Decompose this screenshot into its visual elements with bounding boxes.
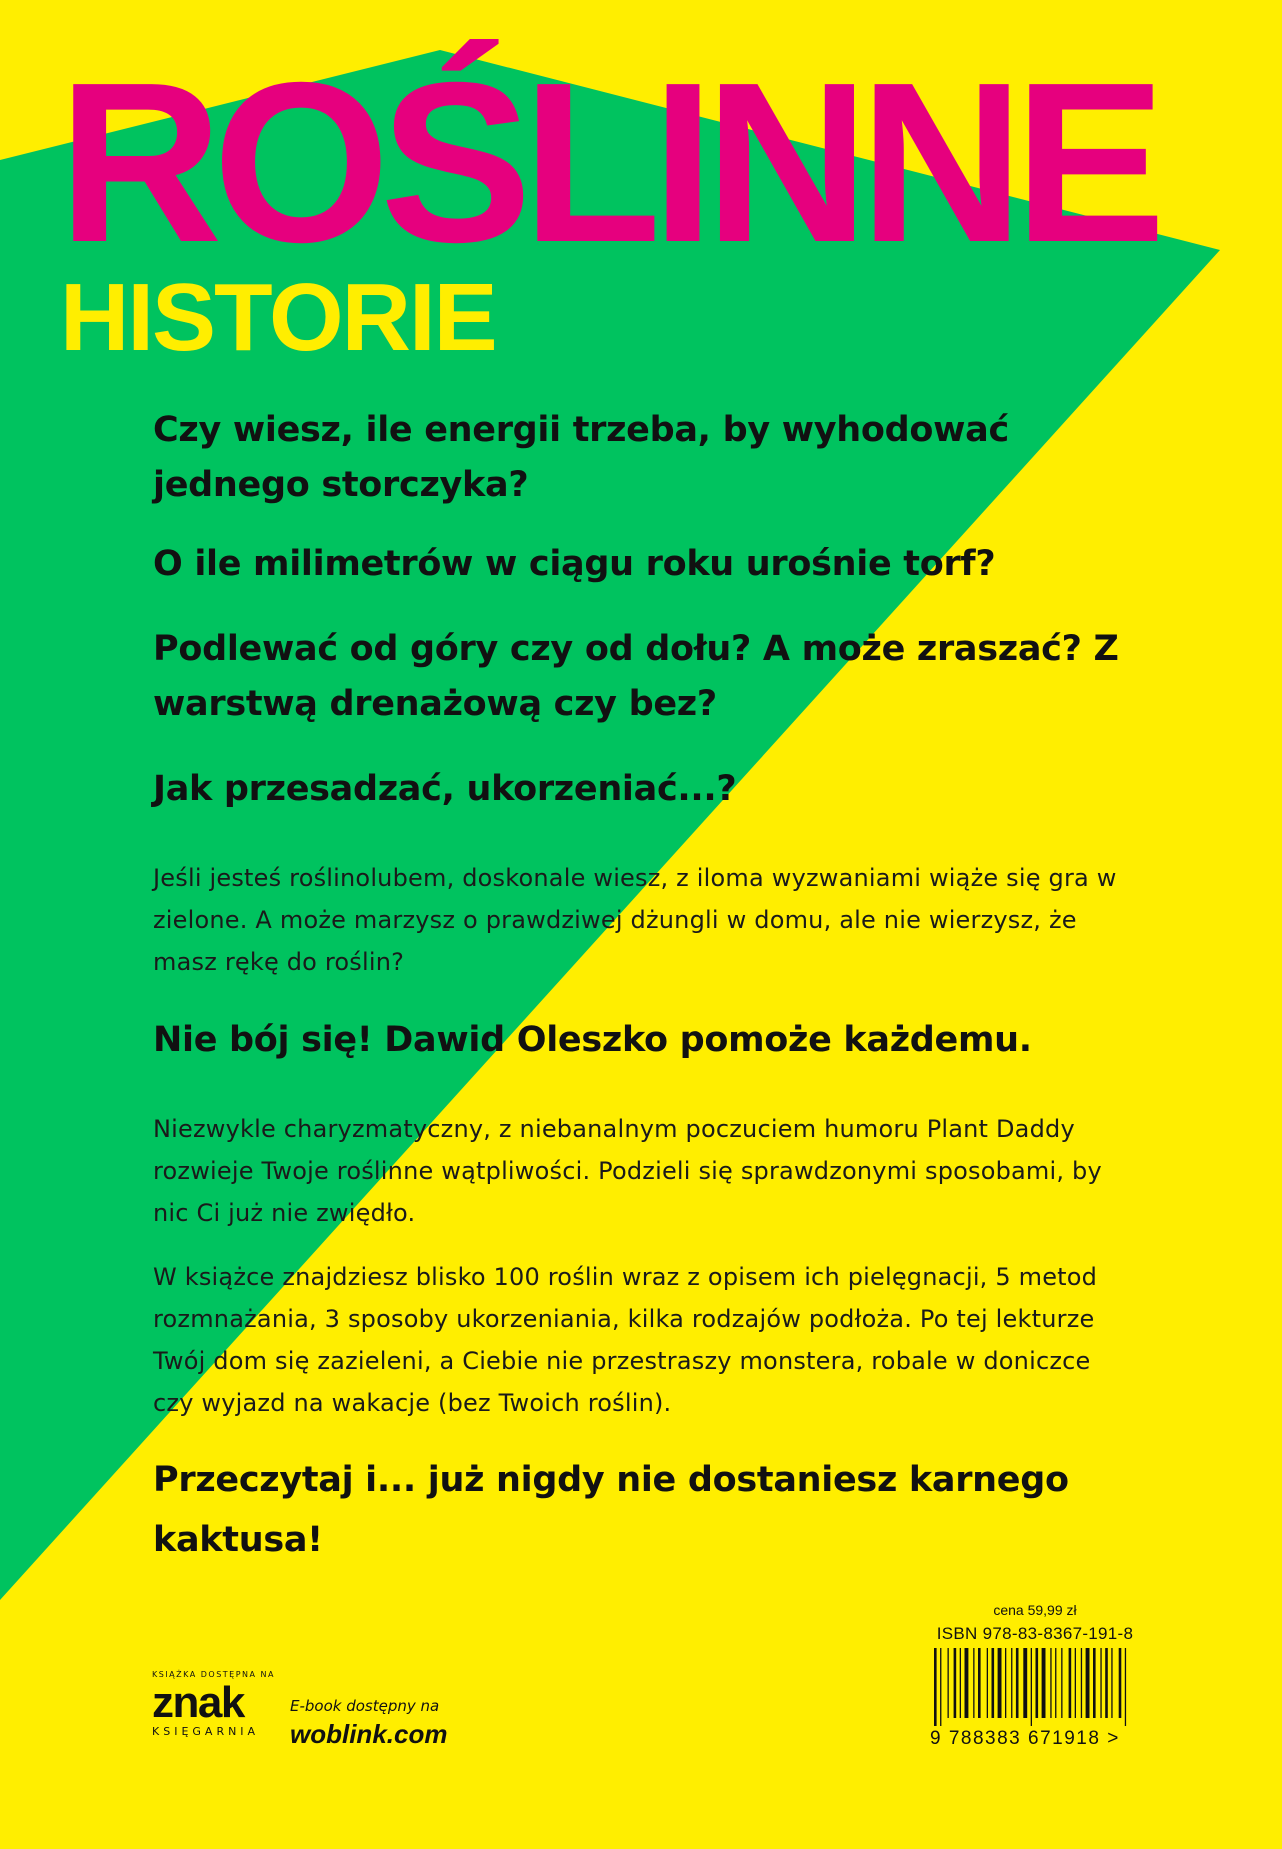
barcode-bar (1119, 1648, 1122, 1718)
barcode-digits: 9 788383 671918 > (930, 1728, 1120, 1749)
barcode-bar (934, 1648, 937, 1726)
barcode-bar (1055, 1648, 1056, 1718)
barcode-bar (1075, 1648, 1076, 1718)
barcode-bar (1086, 1648, 1090, 1718)
znak-logo-store: KSIĘGARNIA (152, 1725, 260, 1738)
price-isbn-block (930, 1602, 1140, 1750)
barcode-bar (978, 1648, 981, 1718)
barcode-bar (1105, 1648, 1108, 1718)
barcode-bar (948, 1648, 949, 1718)
paragraph-contents: W książce znajdziesz blisko 100 roślin wraz z opisem ich pielęgnacji, 5 metod rozmnażania, 3 sposoby ukorzeniania, kilka rodzajów podłoża. Po tej lekturze Twój dom się zazieleni, a Ciebie nie przestraszy monstera, robale w doniczce czy wyjazd na wakacje (bez Twoich roślin). (153, 1263, 1098, 1417)
woblink-word: woblink.com (290, 1719, 448, 1749)
barcode (930, 1648, 1140, 1726)
barcode-bar (1081, 1648, 1082, 1718)
barcode-bar (1050, 1648, 1051, 1718)
barcode-bar (1011, 1648, 1012, 1718)
question-repotting: Jak przesadzać, ukorzeniać...? (153, 769, 737, 809)
barcode-bar (1031, 1648, 1032, 1726)
woblink-caption: E-book dostępny na (290, 1697, 440, 1715)
barcode-bar (1093, 1648, 1096, 1718)
question-watering: Podlewać od góry czy od dołu? A może zraszać? Z warstwą drenażową czy bez? (153, 629, 1119, 724)
question-peat: O ile milimetrów w ciągu roku urośnie torf? (153, 544, 996, 584)
barcode-bar (1100, 1648, 1101, 1718)
barcode-bar (965, 1648, 969, 1718)
headline-author: Nie bój się! Dawid Oleszko pomoże każdemu. (153, 1020, 1032, 1060)
paragraph-author: Niezwykle charyzmatyczny, z niebanalnym poczuciem humoru Plant Daddy rozwieje Twoje roślinne wątpliwości. Podzieli się sprawdzonymi sposobami, by nic Ci już nie zwiędło. (153, 1115, 1102, 1227)
isbn-label: ISBN 978-83-8367-191-8 (936, 1624, 1134, 1643)
znak-logo-caption: KSIĄŻKA DOSTĘPNA NA (152, 1670, 276, 1679)
barcode-bar (1111, 1648, 1112, 1718)
book-subtitle: HISTORIE (60, 264, 496, 371)
znak-bookstore-logo (152, 1670, 275, 1738)
question-orchid: Czy wiesz, ile energii trzeba, by wyhodować jednego storczyka? (153, 410, 1009, 505)
barcode-bar (1016, 1648, 1019, 1718)
barcode-bar (1061, 1648, 1062, 1718)
barcode-bar (1023, 1648, 1027, 1718)
barcode-bar (992, 1648, 995, 1718)
price-label: cena 59,99 zł (993, 1602, 1077, 1618)
barcode-bar (954, 1648, 957, 1718)
woblink-logo (290, 1697, 447, 1750)
closing-line: Przeczytaj i... już nigdy nie dostaniesz karnego kaktusa! (153, 1460, 1069, 1560)
barcode-bar (998, 1648, 1002, 1718)
book-title: ROŚLINNE (58, 36, 1157, 290)
barcode-bar (1069, 1648, 1072, 1718)
barcode-bar (940, 1648, 941, 1726)
paragraph-intro: Jeśli jesteś roślinolubem, doskonale wiesz, z iloma wyzwaniami wiąże się gra w zielone. A może marzysz o prawdziwej dżungli w domu, ale nie wierzysz, że masz rękę do roślin? (153, 864, 1117, 976)
barcode-bar (960, 1648, 961, 1718)
barcode-bar (987, 1648, 988, 1718)
barcode-bar (1005, 1648, 1006, 1718)
barcode-bar (1042, 1648, 1046, 1718)
barcode-bar (1036, 1648, 1039, 1718)
barcode-bar (973, 1648, 974, 1718)
barcode-bar (1125, 1648, 1126, 1726)
znak-logo-word: znak (152, 1678, 244, 1727)
blurb-content (153, 403, 1138, 1570)
